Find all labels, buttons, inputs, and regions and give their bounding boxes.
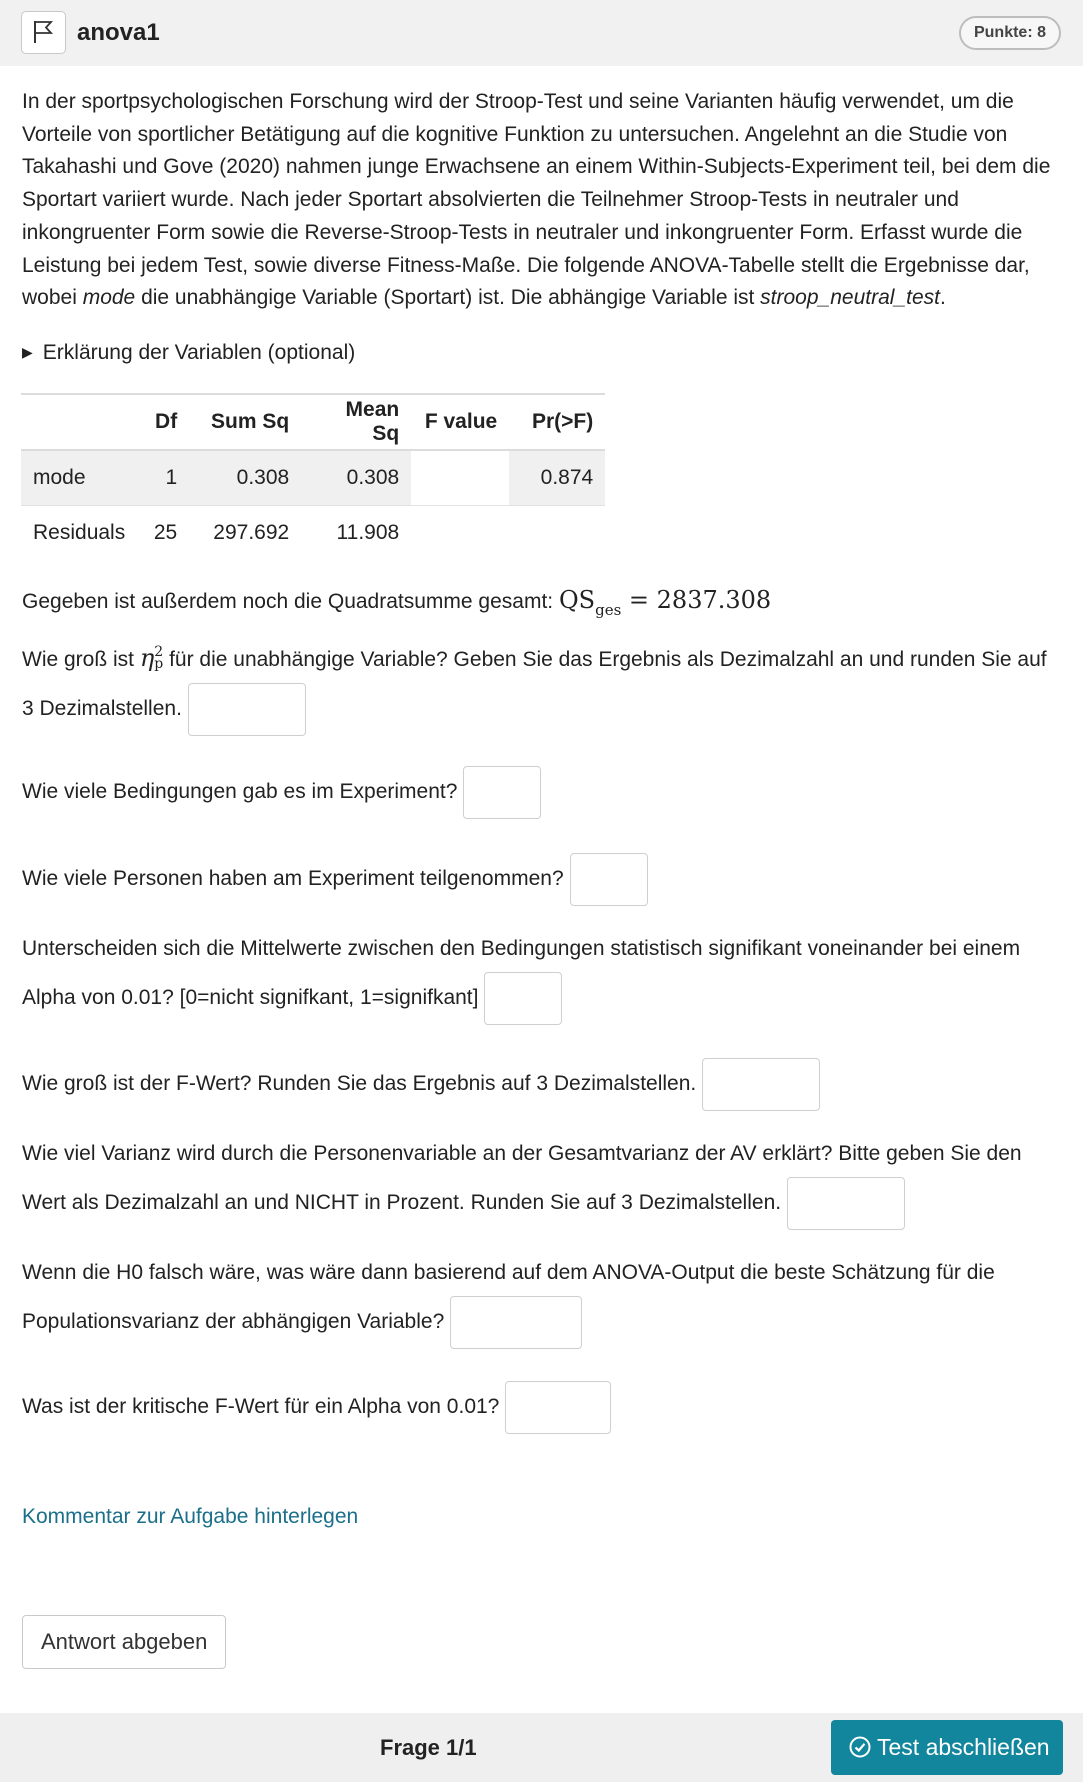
check-circle-icon — [849, 1736, 871, 1758]
footer-bar — [0, 1713, 1083, 1782]
table-row — [21, 505, 605, 560]
answer-input-3[interactable] — [570, 853, 648, 906]
question-8: Was ist der kritische F-Wert für ein Alpha von 0.01? — [22, 1381, 1062, 1434]
table-cell: 25 — [153, 520, 178, 544]
question-7: Wenn die H0 falsch wäre, was wäre dann basierend auf dem ANOVA-Output die beste Schätzung für die Populationsvarianz der abhängigen Variable? — [22, 1249, 1062, 1349]
variables-explanation-toggle[interactable] — [22, 336, 355, 369]
table-cell — [411, 450, 509, 505]
var-dv: stroop_neutral_test — [760, 286, 940, 310]
answer-input-4[interactable] — [484, 972, 562, 1025]
table-cell: mode — [21, 450, 137, 505]
table-header: Sum Sq — [189, 394, 301, 450]
finish-test-button[interactable] — [831, 1720, 1063, 1775]
flag-button[interactable] — [21, 11, 66, 54]
flag-icon — [33, 20, 55, 44]
table-cell: 297.692 — [213, 520, 290, 544]
question-4: Unterscheiden sich die Mittelwerte zwischen den Bedingungen statistisch signifikant voneinander bei einem Alpha von 0.01? [0=nicht signifkant, 1=signifkant] — [22, 925, 1062, 1025]
answer-input-2[interactable] — [463, 766, 541, 819]
answer-input-6[interactable] — [787, 1177, 905, 1230]
intro-text: In der sportpsychologischen Forschung wird der Stroop-Test und seine Varianten häufig verwendet, um die Vorteile von sportlicher Betätigung auf die kognitive Funktion zu untersuchen. Angelehnt an die Studie von Takahashi und Gove (2020) nahmen junge Erwachsene an einem Within-Subjects-Experiment teil, bei dem die Sportart variiert wurde. Nach jeder Sportart absolvierten die Teilnehmer Stroop-Tests in neutraler und inkongruenter Form sowie die Reverse-Stroop-Tests in neutraler und inkongruenter Form. Erfasst wurde die Leistung bei jedem Test, sowie diverse Fitness-Maße. Die folgende ANOVA-Tabelle stellt die Ergebnisse dar, wobei mode die unabhängige Variable (Sportart) ist. Die abhängige Variable ist stroop_neutral_test. — [22, 90, 1051, 310]
table-row — [21, 450, 605, 505]
answer-input-5[interactable] — [702, 1058, 820, 1111]
table-cell — [411, 505, 509, 560]
question-counter: Frage 1/1 — [380, 1735, 477, 1760]
given-sum-of-squares: Gegeben ist außerdem noch die Quadratsumme gesamt: $QS_{ges} = 2837.308$ — [22, 586, 772, 619]
answer-input-7[interactable] — [450, 1296, 582, 1349]
answer-input-1[interactable] — [188, 683, 306, 736]
eta-symbol: η 2 p — [139, 644, 164, 672]
question-header — [0, 0, 1083, 66]
table-cell: Residuals — [33, 520, 126, 544]
answer-input-8[interactable] — [505, 1381, 611, 1434]
question-1: Wie groß ist η 2 p für die unabhängige Variable? Geben Sie das Ergebnis als Dezimalzahl an und runden Sie auf 3 Dezimalstellen. — [22, 635, 1062, 736]
comment-link[interactable]: Kommentar zur Aufgabe hinterlegen — [22, 1505, 359, 1528]
question-3: Wie viele Personen haben am Experiment teilgenommen? — [22, 853, 1062, 906]
details-label: Erklärung der Variablen (optional) — [42, 341, 356, 364]
table-header-row — [21, 394, 605, 450]
table-cell: 0.874 — [509, 450, 605, 505]
table-cell: 0.308 — [189, 450, 301, 505]
table-cell — [509, 505, 605, 560]
table-header — [21, 394, 137, 450]
question-6: Wie viel Varianz wird durch die Personenvariable an der Gesamtvarianz der AV erklärt? Bitte geben Sie den Wert als Dezimalzahl an und NICHT in Prozent. Runden Sie auf 3 Dezimalstellen. — [22, 1130, 1062, 1230]
finish-test-label: Test abschließen — [877, 1734, 1050, 1760]
question-5: Wie groß ist der F-Wert? Runden Sie das Ergebnis auf 3 Dezimalstellen. — [22, 1058, 1062, 1111]
table-header: Df — [137, 394, 189, 450]
triangle-right-icon: ▶ — [22, 344, 33, 360]
var-mode: mode — [82, 286, 136, 310]
table-cell: 11.908 — [336, 520, 400, 544]
table-header: F value — [411, 394, 509, 450]
points-badge: Punkte: 8 — [959, 16, 1061, 50]
formula: $QS_{ges} = 2837.308$ — [558, 586, 772, 619]
submit-answer-button[interactable]: Antwort abgeben — [22, 1615, 226, 1669]
table-cell: 1 — [137, 450, 189, 505]
table-header: Mean Sq — [301, 394, 411, 450]
table-cell: 0.308 — [301, 450, 411, 505]
question-title: anova1 — [77, 19, 160, 46]
anova-table — [21, 393, 605, 560]
question-2: Wie viele Bedingungen gab es im Experiment? — [22, 766, 1062, 819]
table-header: Pr(>F) — [509, 394, 605, 450]
